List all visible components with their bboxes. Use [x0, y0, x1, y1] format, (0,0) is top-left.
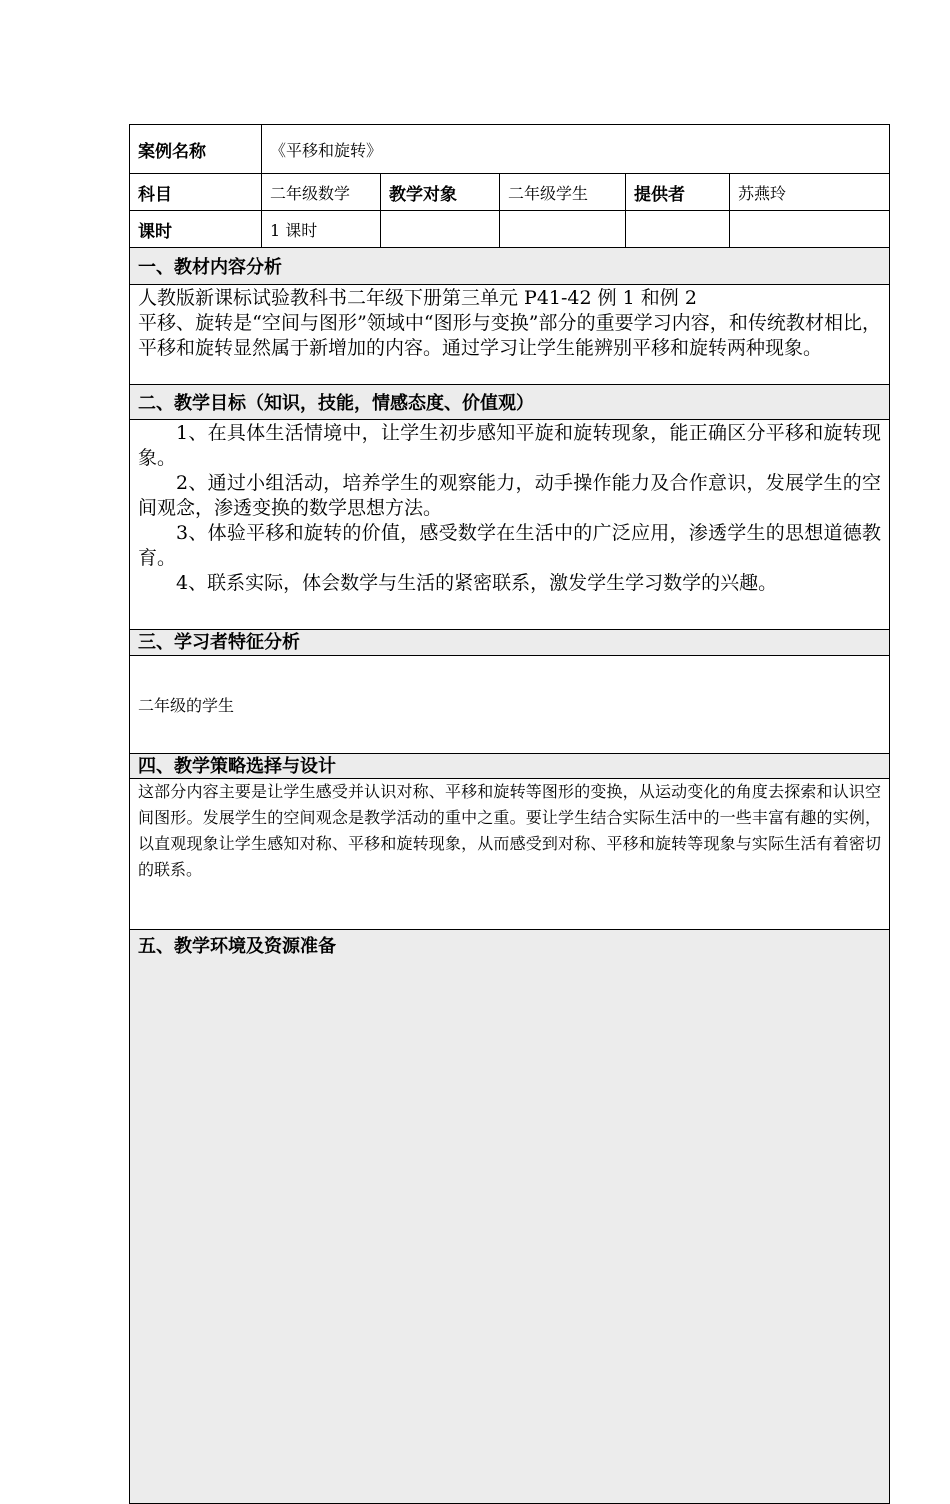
goal-item: 1、在具体生活情境中，让学生初步感知平旋和旋转现象，能正确区分平移和旋转现象。: [138, 422, 882, 469]
provider-value: 苏燕玲: [730, 174, 890, 211]
section-5-title: 五、教学环境及资源准备: [138, 936, 336, 957]
audience-value: 二年级学生: [500, 174, 626, 211]
period-value: 1 课时: [262, 211, 381, 248]
case-name-value: 《平移和旋转》: [262, 125, 890, 174]
lesson-plan-document: [129, 124, 889, 1504]
section-2-title: 二、教学目标（知识，技能，情感态度、价值观）: [130, 385, 890, 420]
section-1-title: 一、教材内容分析: [130, 248, 890, 285]
empty-cell: [730, 211, 890, 248]
subject-label: 科目: [130, 174, 262, 211]
period-row: [130, 211, 890, 248]
goal-item: 4、联系实际，体会数学与生活的紧密联系，激发学生学习数学的兴趣。: [176, 572, 778, 594]
period-label: 课时: [130, 211, 262, 248]
section-1-line: 平移、旋转是“空间与图形”领域中“图形与变换”部分的重要学习内容，和传统教材相比，平移和旋转显然属于新增加的内容。通过学习让学生能辨别平移和旋转两种现象。: [138, 312, 882, 359]
section-3-title: 三、学习者特征分析: [130, 630, 890, 656]
lesson-plan-table: [129, 124, 890, 1504]
section-3-body: 二年级的学生: [130, 656, 890, 754]
section-2-body: [130, 420, 890, 630]
provider-label: 提供者: [626, 174, 730, 211]
section-4-title: 四、教学策略选择与设计: [130, 754, 890, 779]
subject-row: [130, 174, 890, 211]
empty-cell: [626, 211, 730, 248]
section-5: [130, 930, 890, 1504]
audience-label: 教学对象: [381, 174, 500, 211]
section-1-body: [130, 285, 890, 385]
case-name-row: [130, 125, 890, 174]
subject-value: 二年级数学: [262, 174, 381, 211]
goal-item: 3、体验平移和旋转的价值，感受数学在生活中的广泛应用，渗透学生的思想道德教育。: [138, 522, 882, 569]
empty-cell: [500, 211, 626, 248]
section-1-line: 人教版新课标试验教科书二年级下册第三单元 P41-42 例 1 和例 2: [138, 287, 697, 309]
empty-cell: [381, 211, 500, 248]
goal-item: 2、通过小组活动，培养学生的观察能力，动手操作能力及合作意识，发展学生的空间观念，渗透变换的数学思想方法。: [138, 472, 882, 519]
section-4-body: 这部分内容主要是让学生感受并认识对称、平移和旋转等图形的变换，从运动变化的角度去探索和认识空间图形。发展学生的空间观念是教学活动的重中之重。要让学生结合实际生活中的一些丰富有趣的实例，以直观现象让学生感知对称、平移和旋转现象，从而感受到对称、平移和旋转等现象与实际生活有着密切的联系。: [130, 779, 890, 930]
case-name-label: 案例名称: [130, 125, 262, 174]
